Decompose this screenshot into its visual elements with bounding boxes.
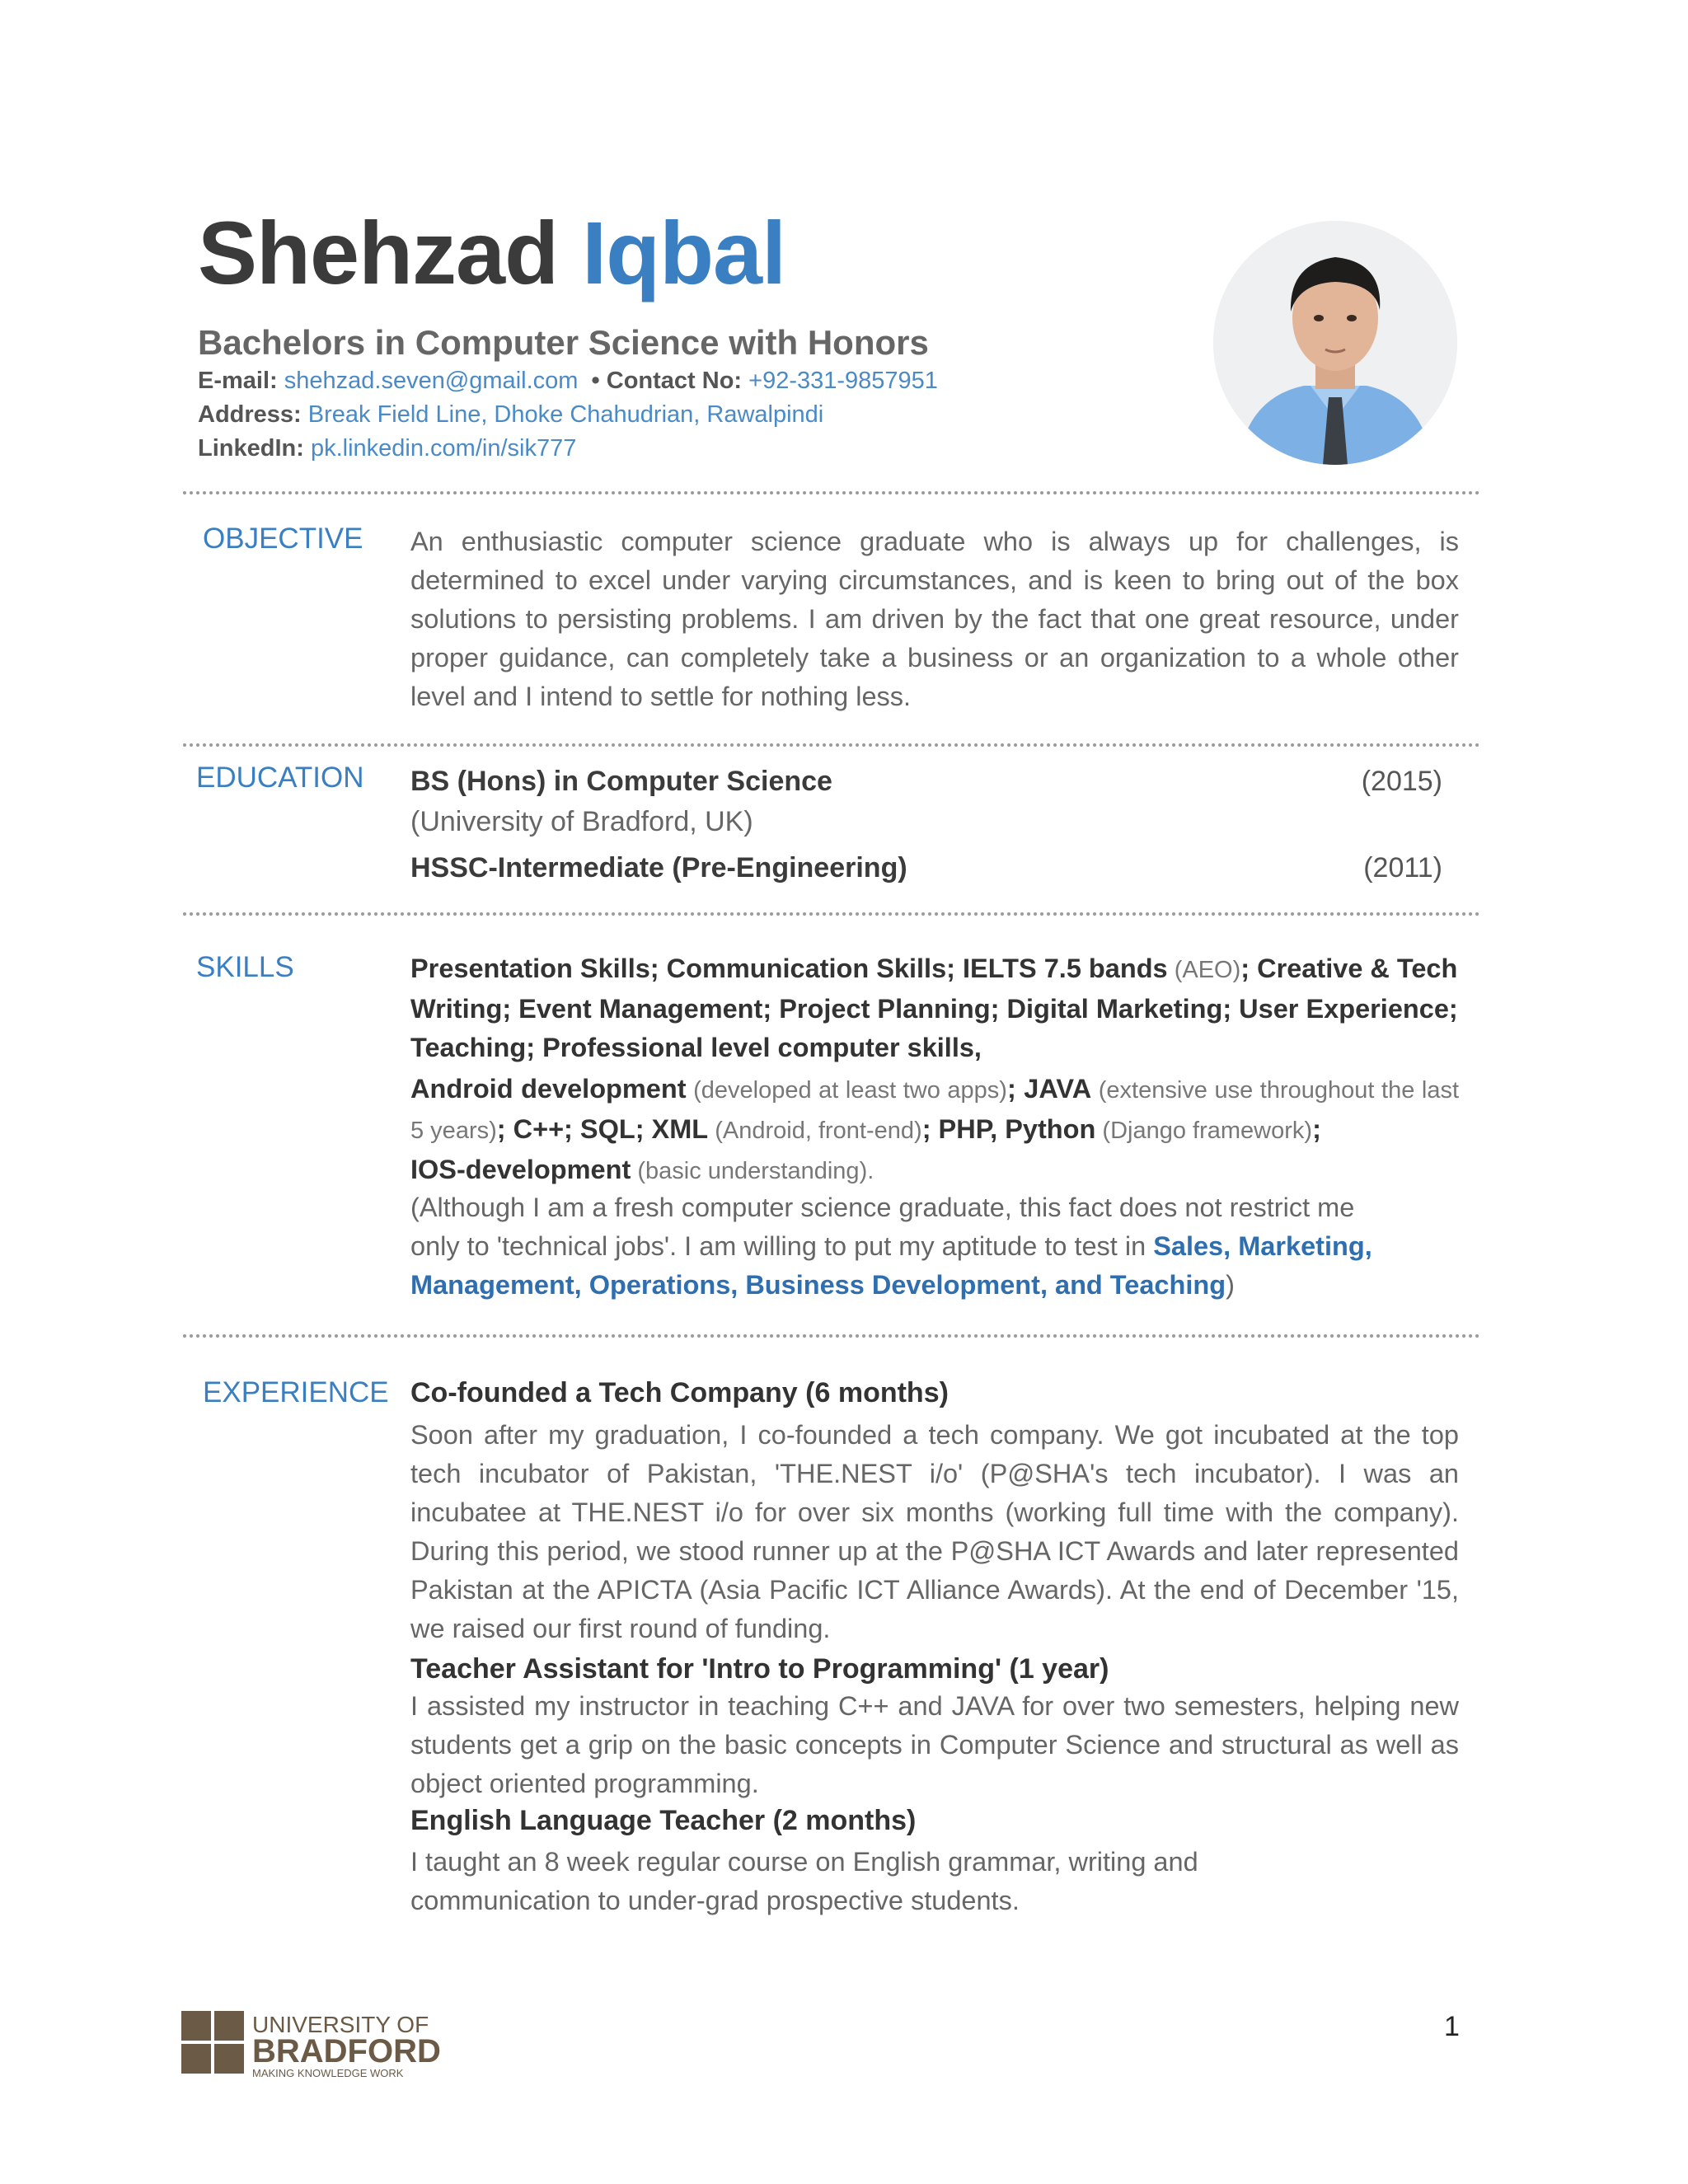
skill-note: (developed at least two apps) [686, 1077, 1007, 1104]
address-value: Break Field Line, Dhoke Chahudrian, Rawalpindi [307, 401, 824, 428]
candidate-name [198, 204, 785, 302]
logo-mark-icon [181, 2011, 244, 2074]
phone-number: +92-331-9857951 [748, 368, 938, 394]
education-heading: EDUCATION [196, 762, 364, 794]
experience-description: Soon after my graduation, I co-founded a tech company. We got incubated at the top tech incubator of Pakistan, 'THE.NEST i/o' (P@SHA's tech incubator). I was an incubatee at THE.NEST i/o for over six months (working full time with the company). During this period, we stood runner up at the P@SHA ICT Awards and later represented Pakistan at the APICTA (Asia Pacific ICT Alliance Awards). At the end of December '15, we raised our first round of funding. [410, 1420, 1459, 1643]
experience-heading: EXPERIENCE [203, 1376, 389, 1408]
linkedin-label: LinkedIn: [198, 435, 304, 462]
page-number: 1 [1444, 2011, 1460, 2042]
education-school: (University of Bradford, UK) [410, 806, 753, 837]
skill-ios: IOS-development [410, 1155, 631, 1184]
section-divider [183, 491, 1480, 494]
experience-description: I assisted my instructor in teaching C++ and JAVA for over two semesters, helping new students get a grip on the basic concepts in Computer Science and structural as well as object oriented programming. [410, 1691, 1459, 1798]
skill-note: (extensive use throughout the last 5 years) [410, 1077, 1460, 1144]
experience-title: Teacher Assistant for 'Intro to Programming' (1 year) [410, 1653, 1109, 1685]
contact-row-linkedin [198, 435, 576, 462]
skills-list: ; Creative & Tech Writing; Event Management; Project Planning; Digital Marketing; User Experience; Teaching; Professional level computer skills, [410, 954, 1458, 1062]
address-label: Address: [198, 401, 302, 428]
education-degree: BS (Hons) in Computer Science [410, 766, 832, 797]
closing-text-end: ) [1226, 1270, 1235, 1300]
objective-text: An enthusiastic computer science graduate who is always up for challenges, is determined to excel under varying circumstances, and is keen to bring out of the box solutions to persisting problems. I am driven by the fact that one great resource, under proper guidance, can completely take a business or an organization to a whole other level and I intend to settle for nothing less. [410, 527, 1459, 711]
skills-list: Presentation Skills; Communication Skills; IELTS 7.5 bands [410, 954, 1168, 983]
section-divider [183, 912, 1480, 916]
closing-text: (Although I am a fresh computer science graduate, this fact does not restrict me only to 'technical jobs'. I am willing to put my aptitude to test in [410, 1193, 1355, 1261]
skill-note: (basic understanding). [631, 1158, 874, 1184]
skill-separator: ; [1312, 1114, 1321, 1144]
contact-row-email [198, 368, 938, 395]
degree-title: Bachelors in Computer Science with Honors [198, 323, 929, 362]
experience-title: Co-founded a Tech Company (6 months) [410, 1377, 949, 1408]
education-degree: HSSC-Intermediate (Pre-Engineering) [410, 852, 907, 883]
first-name: Shehzad [198, 203, 559, 302]
education-year: (2011) [1363, 852, 1442, 883]
skills-closing [410, 1188, 1400, 1305]
education-item [410, 761, 1442, 802]
closing-highlight: Sales, Marketing, Management, Operations, Business Development, and Teaching [410, 1231, 1372, 1300]
profile-photo [1213, 221, 1457, 465]
experience-title: English Language Teacher (2 months) [410, 1805, 917, 1836]
logo-line-2: BRADFORD [252, 2033, 441, 2069]
section-divider [183, 743, 1480, 747]
skill-java: ; JAVA [1006, 1074, 1092, 1104]
logo-line-1: UNIVERSITY OF [252, 2012, 429, 2037]
skill-note: (Android, front-end) [708, 1118, 922, 1144]
technical-skills [410, 1070, 1459, 1191]
skill-php-python: ; PHP, Python [921, 1114, 1096, 1144]
logo-line-3: MAKING KNOWLEDGE WORK [252, 2067, 404, 2079]
university-logo [181, 2004, 445, 2079]
linkedin-link[interactable]: pk.linkedin.com/in/sik777 [310, 435, 577, 462]
skills-heading: SKILLS [196, 951, 294, 983]
last-name: Iqbal [582, 203, 786, 302]
education-item [410, 847, 1442, 888]
skill-note: (Django framework) [1095, 1118, 1313, 1144]
objective-heading: OBJECTIVE [203, 523, 363, 555]
experience-description: I taught an 8 week regular course on English grammar, writing and communication to under-grad prospective students. [410, 1847, 1198, 1915]
skill-languages: ; C++; SQL; XML [496, 1114, 709, 1144]
section-divider [183, 1334, 1480, 1338]
email-label: E-mail: [198, 368, 278, 394]
skill-android: Android development [410, 1074, 687, 1104]
contact-row-address [198, 401, 823, 429]
contact-label: • Contact No: [591, 368, 743, 394]
skills-note: (AEO) [1167, 957, 1241, 983]
email-link[interactable]: shehzad.seven@gmail.com [284, 368, 579, 394]
skills-summary [410, 949, 1459, 1067]
education-year: (2015) [1361, 766, 1442, 797]
